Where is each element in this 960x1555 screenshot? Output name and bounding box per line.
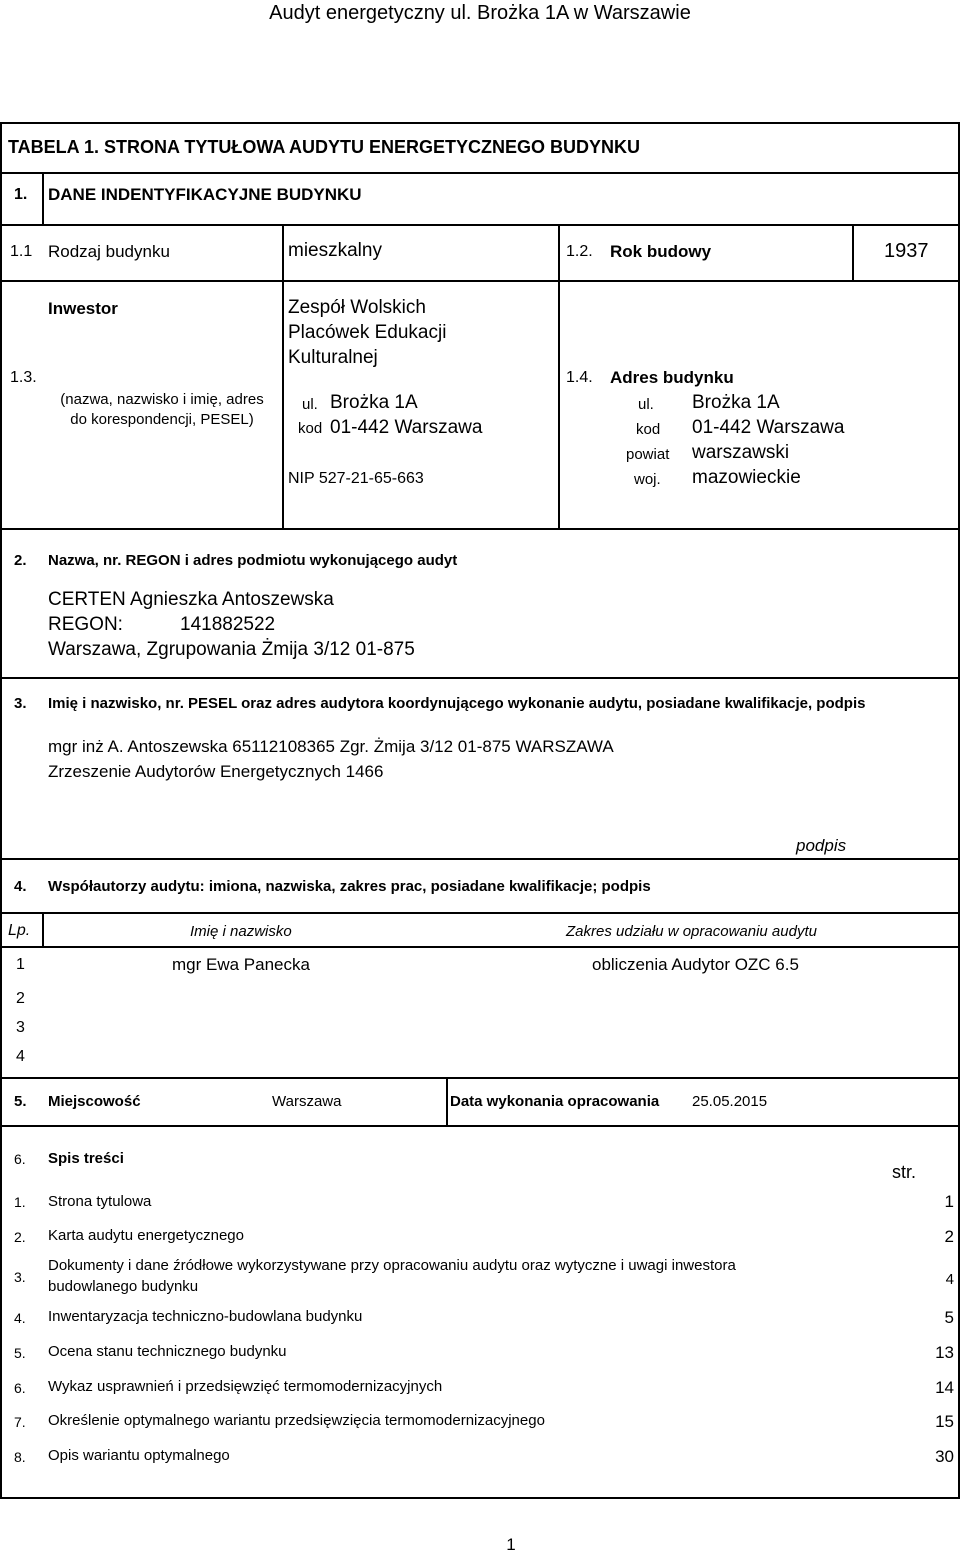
section-6-number: 6. (14, 1151, 26, 1167)
section-3-title: Imię i nazwisko, nr. PESEL oraz adres audytora koordynującego wykonanie audytu, posiadane kwalifikacje, podpis (48, 695, 866, 712)
toc-item-3-title-cont: budowlanego budynku (48, 1278, 199, 1295)
toc-item-7-page: 15 (935, 1412, 954, 1431)
investor-sublabel-1: (nazwa, nazwisko i imię, adres (60, 391, 264, 408)
toc-item-3-page: 4 (945, 1271, 954, 1288)
coordinator-qualification: Zrzeszenie Audytorów Energetycznych 1466 (48, 762, 384, 781)
section-2-number: 2. (14, 552, 27, 569)
toc-item-8-number: 8. (14, 1449, 26, 1465)
section-5-number: 5. (14, 1093, 27, 1110)
toc-item-1-page: 1 (944, 1192, 954, 1211)
rule (0, 172, 960, 174)
date-value: 25.05.2015 (692, 1093, 768, 1110)
toc-page-header: str. (892, 1162, 917, 1182)
address-street: Brożka 1A (692, 392, 780, 413)
regon-value: 141882522 (180, 614, 276, 635)
coauthors-col-scope: Zakres udziału w opracowaniu audytu (566, 923, 817, 940)
section-3-number: 3. (14, 695, 27, 712)
build-year-value: 1937 (884, 240, 929, 262)
document-header: Audyt energetyczny ul. Brożka 1A w Warszawie (269, 2, 691, 24)
address-powiat-label: powiat (626, 446, 670, 463)
rule (852, 224, 854, 282)
coauthor-2-lp: 2 (16, 990, 25, 1007)
toc-item-5-number: 5. (14, 1345, 26, 1361)
toc-item-8-title: Opis wariantu optymalnego (48, 1447, 230, 1464)
location-label: Miejscowość (48, 1093, 141, 1110)
toc-item-8-page: 30 (935, 1447, 954, 1466)
toc-item-2-number: 2. (14, 1229, 26, 1245)
rule (0, 946, 960, 948)
page-number: 1 (506, 1535, 516, 1554)
address-powiat-value: warszawski (692, 442, 790, 463)
toc-item-4-title: Inwentaryzacja techniczno-budowlana budynku (48, 1308, 363, 1325)
section-4-number: 4. (14, 878, 27, 895)
investor-name-3: Kulturalnej (288, 347, 378, 368)
investor-kod-label: kod (298, 420, 323, 437)
rule (0, 912, 960, 914)
auditor-company-address: Warszawa, Zgrupowania Żmija 3/12 01-875 (48, 639, 415, 660)
section-1-number: 1. (14, 186, 28, 203)
toc-item-6-title: Wykaz usprawnień i przedsięwzięć termomodernizacyjnych (48, 1378, 443, 1395)
toc-item-7-title: Określenie optymalnego wariantu przedsięwzięcia termomodernizacyjnego (48, 1412, 545, 1429)
investor-label: Inwestor (48, 299, 118, 318)
address-woj-label: woj. (634, 471, 661, 488)
investor-street: Brożka 1A (330, 392, 418, 413)
section-1-4-number: 1.4. (566, 369, 593, 386)
address-kod-label: kod (636, 421, 661, 438)
rule (446, 1077, 448, 1127)
rule (42, 912, 44, 948)
toc-item-2-title: Karta audytu energetycznego (48, 1227, 244, 1244)
investor-nip: NIP 527-21-65-663 (288, 470, 424, 487)
border-left (0, 122, 2, 1499)
rule (0, 858, 960, 860)
rule (282, 280, 284, 530)
rule (558, 280, 560, 530)
toc-item-3-title: Dokumenty i dane źródłowe wykorzystywane przy opracowaniu audytu oraz wytyczne i uwagi inwestora (48, 1257, 736, 1274)
coauthors-col-name: Imię i nazwisko (190, 923, 292, 940)
location-value: Warszawa (272, 1093, 342, 1110)
regon-label: REGON: (48, 614, 123, 635)
address-woj-value: mazowieckie (692, 467, 801, 488)
table-title: TABELA 1. STRONA TYTUŁOWA AUDYTU ENERGETYCZNEGO BUDYNKU (8, 137, 641, 157)
rule (0, 677, 960, 679)
date-label: Data wykonania opracowania (450, 1093, 660, 1110)
toc-item-1-title: Strona tytulowa (48, 1193, 152, 1210)
investor-sublabel-2: do korespondencji, PESEL) (70, 411, 254, 428)
border-top (0, 122, 960, 124)
section-4-title: Współautorzy audytu: imiona, nazwiska, zakres prac, posiadane kwalifikacje; podpis (48, 878, 651, 895)
toc-item-4-page: 5 (944, 1308, 954, 1327)
address-ul-label: ul. (638, 396, 654, 413)
border-bottom (0, 1497, 960, 1499)
rule (0, 280, 960, 282)
toc-item-5-title: Ocena stanu technicznego budynku (48, 1343, 287, 1360)
coauthor-3-lp: 3 (16, 1019, 25, 1036)
coauthor-1-name: mgr Ewa Panecka (172, 955, 310, 974)
coauthors-col-lp: Lp. (8, 922, 31, 939)
address-label: Adres budynku (610, 368, 734, 387)
toc-item-6-number: 6. (14, 1380, 26, 1396)
rule (0, 1125, 960, 1127)
auditor-company-name: CERTEN Agnieszka Antoszewska (48, 589, 334, 610)
address-postcode: 01-442 Warszawa (692, 417, 845, 438)
investor-postcode: 01-442 Warszawa (330, 417, 483, 438)
investor-ul-label: ul. (302, 396, 318, 413)
coauthor-1-lp: 1 (16, 956, 25, 973)
rule (0, 1077, 960, 1079)
toc-item-7-number: 7. (14, 1414, 26, 1430)
toc-item-1-number: 1. (14, 1194, 26, 1210)
build-year-label: Rok budowy (610, 242, 712, 261)
rule (282, 224, 284, 282)
signature-label: podpis (796, 836, 847, 855)
section-1-title: DANE INDENTYFIKACYJNE BUDYNKU (48, 185, 362, 204)
section-6-title: Spis treści (48, 1150, 124, 1167)
building-type-value: mieszkalny (288, 240, 382, 261)
toc-item-2-page: 2 (944, 1227, 954, 1246)
investor-name-2: Placówek Edukacji (288, 322, 447, 343)
rule (0, 528, 960, 530)
toc-item-6-page: 14 (935, 1378, 954, 1397)
coordinator-details: mgr inż A. Antoszewska 65112108365 Zgr. Żmija 3/12 01-875 WARSZAWA (48, 737, 614, 756)
toc-item-4-number: 4. (14, 1310, 26, 1326)
rule (558, 224, 560, 282)
investor-name-1: Zespół Wolskich (288, 297, 426, 318)
toc-item-5-page: 13 (935, 1343, 954, 1362)
coauthor-4-lp: 4 (16, 1048, 25, 1065)
building-type-label: Rodzaj budynku (48, 242, 170, 261)
coauthor-1-scope: obliczenia Audytor OZC 6.5 (592, 955, 799, 974)
section-1-2-number: 1.2. (566, 243, 593, 260)
rule (42, 172, 44, 224)
section-2-title: Nazwa, nr. REGON i adres podmiotu wykonującego audyt (48, 552, 458, 569)
rule (0, 224, 960, 226)
section-1-1-number: 1.1 (10, 243, 33, 260)
section-1-3-number: 1.3. (10, 369, 37, 386)
toc-item-3-number: 3. (14, 1269, 26, 1285)
